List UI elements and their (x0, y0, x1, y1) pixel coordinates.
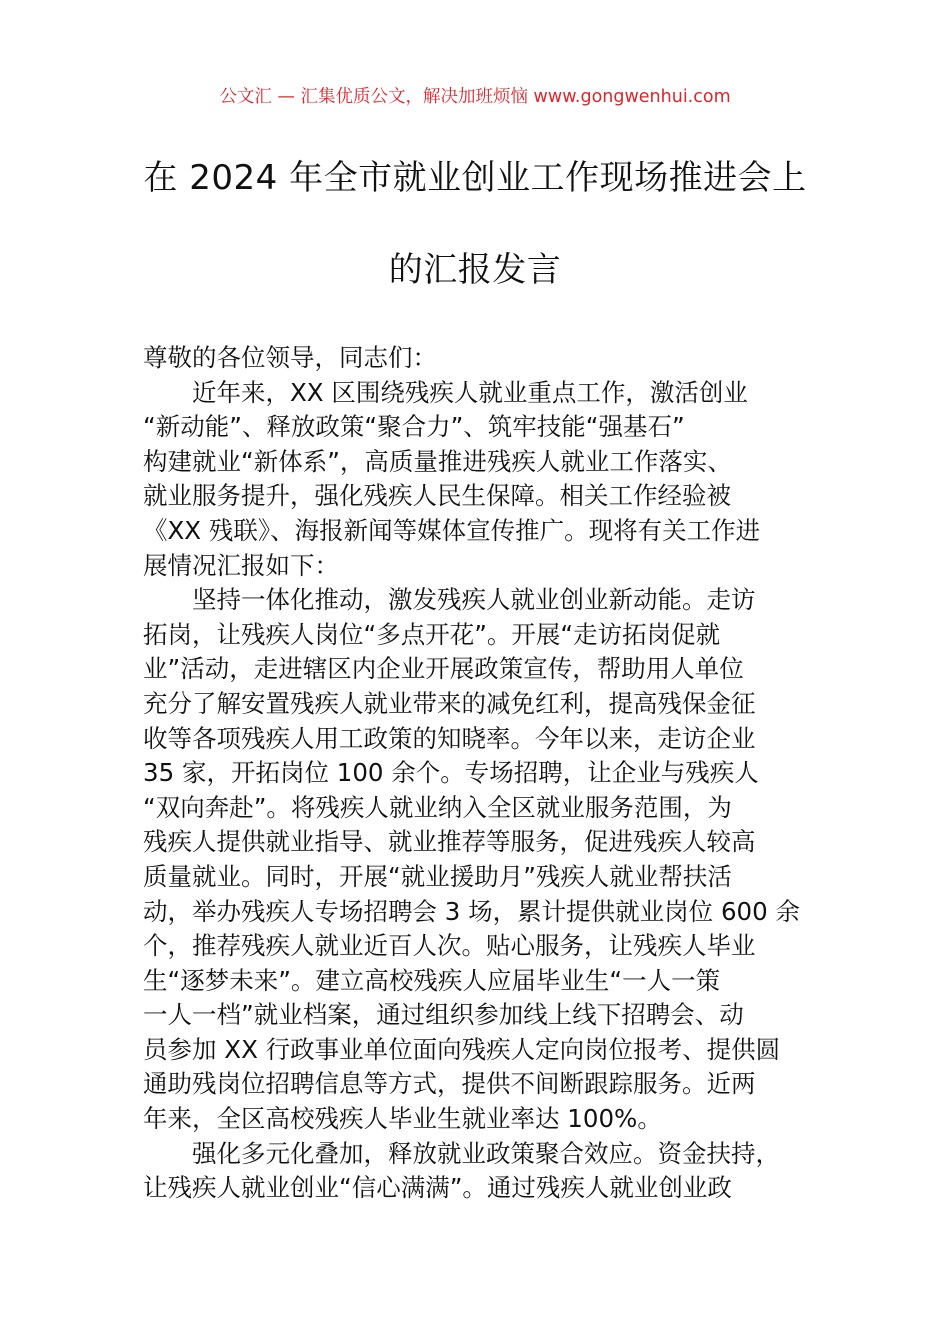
paragraph-line: 残疾人提供就业指导、就业推荐等服务，促进残疾人较高 (143, 827, 756, 857)
paragraph-line: “新动能”、释放政策“聚合力”、筑牢技能“强基石” (143, 412, 685, 442)
document-title-line-1: 在 2024 年全市就业创业工作现场推进会上 (143, 158, 807, 198)
paragraph-line: 35 家，开拓岗位 100 余个。专场招聘，让企业与残疾人 (143, 758, 759, 788)
paragraph-line: 就业服务提升，强化残疾人民生保障。相关工作经验被 (143, 481, 731, 511)
paragraph-line: 质量就业。同时，开展“就业援助月”残疾人就业帮扶活 (143, 861, 732, 891)
paragraph-line: 强化多元化叠加，释放就业政策聚合效应。资金扶持， (192, 1138, 780, 1168)
paragraph-line: 充分了解安置残疾人就业带来的减免红利，提高残保金征 (143, 688, 756, 718)
paragraph-line: 个，推荐残疾人就业近百人次。贴心服务，让残疾人毕业 (143, 931, 756, 961)
paragraph-line: 生“逐梦未来”。建立高校残疾人应届毕业生“一人一策 (143, 965, 721, 995)
paragraph-line: “双向奔赴”。将残疾人就业纳入全区就业服务范围，为 (143, 792, 732, 822)
paragraph-line: 动，举办残疾人专场招聘会 3 场，累计提供就业岗位 600 余 (143, 896, 800, 926)
paragraph-line: 《XX 残联》、海报新闻等媒体宣传推广。现将有关工作进 (143, 515, 761, 545)
paragraph-line: 员参加 XX 行政事业单位面向残疾人定向岗位报考、提供圆 (143, 1034, 781, 1064)
paragraph-line: 坚持一体化推动，激发残疾人就业创业新动能。走访 (192, 585, 756, 615)
watermark-banner: 公文汇 — 汇集优质公文，解决加班烦恼 www.gongwenhui.com (219, 87, 731, 107)
paragraph-line: 年来，全区高校残疾人毕业生就业率达 100%。 (143, 1104, 662, 1134)
document-title-line-2: 的汇报发言 (388, 250, 562, 290)
paragraph-line: 收等各项残疾人用工政策的知晓率。今年以来，走访企业 (143, 723, 756, 753)
paragraph-line: 业”活动，走进辖区内企业开展政策宣传，帮助用人单位 (143, 654, 744, 684)
paragraph-line: 拓岗，让残疾人岗位“多点开花”。开展“走访拓岗促就 (143, 619, 721, 649)
paragraph-line: 让残疾人就业创业“信心满满”。通过残疾人就业创业政 (143, 1173, 732, 1203)
paragraph-line: 通助残岗位招聘信息等方式，提供不间断跟踪服务。近两 (143, 1069, 756, 1099)
document-body (143, 341, 843, 1206)
paragraph-line: 一人一档”就业档案，通过组织参加线上线下招聘会、动 (143, 1000, 744, 1030)
paragraph-line: 构建就业“新体系”，高质量推进残疾人就业工作落实、 (143, 446, 732, 476)
paragraph-line: 展情况汇报如下： (143, 550, 339, 580)
salutation: 尊敬的各位领导，同志们： (143, 343, 437, 372)
paragraph-line: 近年来，XX 区围绕残疾人就业重点工作，激活创业 (192, 377, 748, 407)
